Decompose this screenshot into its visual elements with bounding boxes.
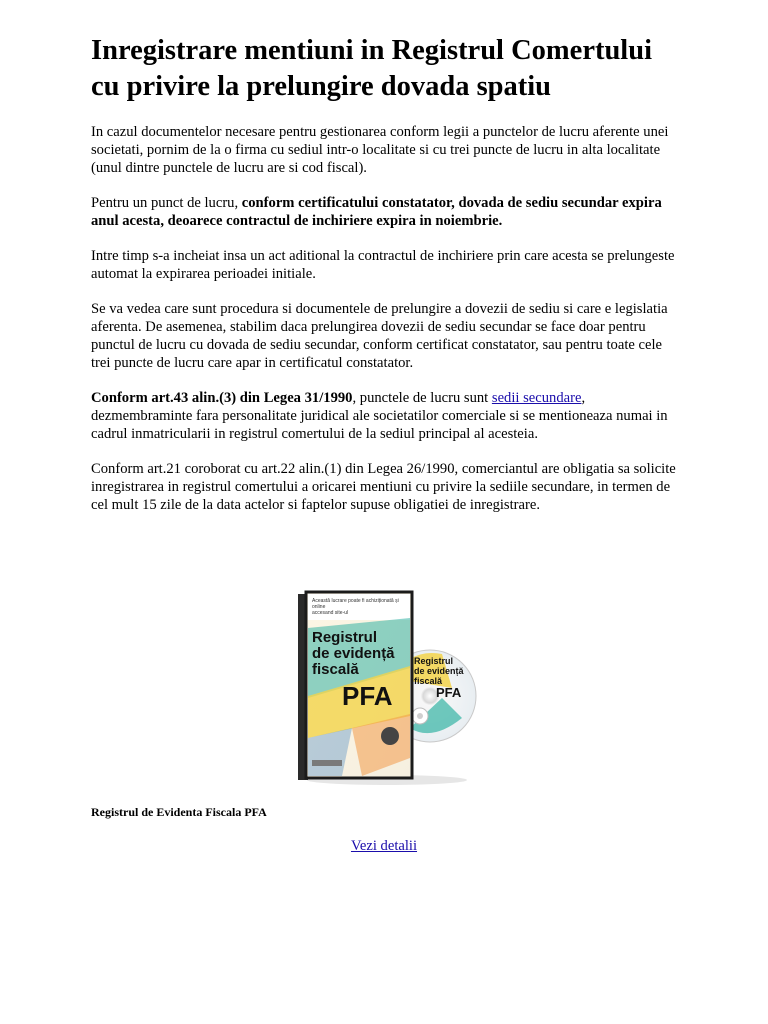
paragraph-addendum: Intre timp s-a incheiat insa un act aditional la contractul de inchiriere prin care acesta se prelungeste automat la expirarea perioadei initiale. — [91, 248, 675, 282]
paragraph-procedure: Se va vedea care sunt procedura si documentele de prelungire a dovezii de sediu si care e legislatia aferenta. De asemenea, stabilim daca prelungirea dovezii de sediu secundar se face doar pentru punctul de lucru cu dovada de sediu secundar, conform certificat constatator, sau pentru toate cele trei puncte de lucru care apar in certificatul constatator. — [91, 301, 668, 371]
box-header-line1: Această lucrare poate fi achiziționată și online — [312, 598, 399, 610]
law-31-reference: Conform art.43 alin.(3) din Legea 31/1990 — [91, 390, 353, 406]
disc-title-line2: de evidență — [414, 666, 464, 676]
secondary-offices-link[interactable]: sedii secundare — [491, 390, 582, 406]
product-image[interactable] — [292, 588, 478, 786]
paragraph-law-31 — [91, 389, 681, 443]
paragraph-law-26: Conform art.21 coroborat cu art.22 alin.(1) din Legea 26/1990, comerciantul are obligatia sa solicite inregistrarea in registrul comertului a oricarei mentiuni cu privire la sediile secundare, in termen de cel mult 15 zile de la data actelor si faptelor supuse obligatiei de inregistrare. — [91, 461, 676, 513]
law-31-mid: , punctele de lucru sunt — [352, 390, 492, 406]
box-title-line1: Registrul — [312, 629, 378, 646]
product-badge-icon — [381, 727, 399, 745]
box-header-line2: accesand site-ul — [312, 610, 349, 616]
box-title — [312, 630, 412, 678]
box-pfa-label: PFA — [342, 681, 393, 711]
disc-pfa-label: PFA — [436, 685, 462, 700]
box-title-line2: de evidență — [312, 645, 395, 662]
law-31-end: , dezmembraminte fara personalitate juridical ale societatilor comerciale si se mentioneaza numai in cadrul inmatricularii in registrul comertului de la sediul principal al acesteia. — [91, 390, 668, 442]
paragraph-intro: In cazul documentelor necesare pentru gestionarea conform legii a punctelor de lucru aferente unei societati, pornim de la o firma cu sediul intr-o localitate si cu trei puncte de lucru in alta localitate (unul dintre punctele de lucru are si cod fiscal). — [91, 124, 669, 176]
box-title-line3: fiscală — [312, 661, 359, 678]
disc-title — [414, 656, 474, 686]
disc-title-line1: Registrul — [414, 656, 454, 666]
paragraph-expiry-bold: conform certificatului constatator, dovada de sediu secundar expira anul acesta, deoarece contractul de inchiriere expira in noiembrie. — [91, 195, 662, 229]
article-body — [91, 33, 681, 531]
page-title: Inregistrare mentiuni in Registrul Comertului cu privire la prelungire dovada spatiu — [91, 35, 652, 102]
box-header-text — [312, 598, 408, 616]
product-caption: Registrul de Evidenta Fiscala PFA — [91, 805, 267, 819]
disc-title-line3: fiscală — [414, 676, 443, 686]
paragraph-expiry-start: Pentru un punct de lucru, — [91, 195, 242, 211]
publisher-logo — [312, 760, 342, 766]
view-details-link[interactable]: Vezi detalii — [350, 838, 418, 854]
paragraph-expiry — [91, 194, 681, 230]
details-row — [0, 838, 768, 855]
